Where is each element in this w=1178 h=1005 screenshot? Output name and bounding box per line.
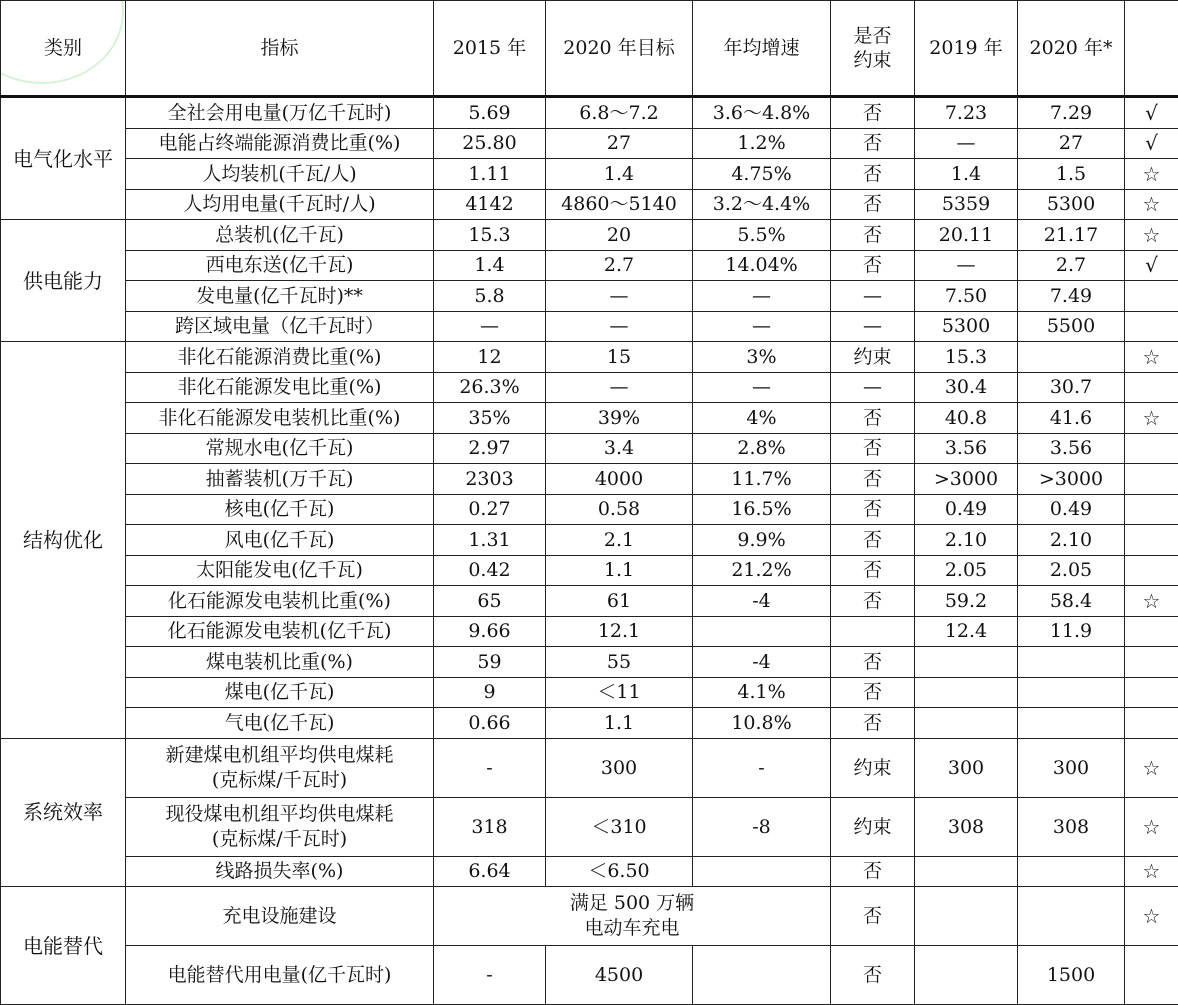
value-2020 xyxy=(1018,677,1125,708)
header-2020-actual: 2020 年* xyxy=(1018,1,1125,97)
value-growth: - xyxy=(693,738,831,797)
indicator-cell: 气电(亿千瓦) xyxy=(126,708,434,739)
status-mark: ☆ xyxy=(1125,797,1178,856)
value-constraint: 否 xyxy=(831,403,915,434)
table-row xyxy=(1,647,1178,678)
status-mark: √ xyxy=(1125,250,1178,281)
value-2019 xyxy=(915,946,1018,1005)
value-2019: 40.8 xyxy=(915,403,1018,434)
value-growth: 4.75% xyxy=(693,159,831,190)
category-cell: 系统效率 xyxy=(1,738,126,887)
value-2015: - xyxy=(434,738,546,797)
value-2015: 59 xyxy=(434,647,546,678)
value-2020: 5500 xyxy=(1018,311,1125,342)
value-constraint: 否 xyxy=(831,677,915,708)
indicator-cell: 煤电装机比重(%) xyxy=(126,647,434,678)
category-cell: 供电能力 xyxy=(1,220,126,342)
indicator-cell: 电能替代用电量(亿千瓦时) xyxy=(126,946,434,1005)
value-2019 xyxy=(915,677,1018,708)
value-2020-target: — xyxy=(546,372,693,403)
indicator-cell xyxy=(126,797,434,856)
value-growth: — xyxy=(693,281,831,312)
value-constraint: 否 xyxy=(831,464,915,495)
value-2020: 2.10 xyxy=(1018,525,1125,556)
value-2019: 30.4 xyxy=(915,372,1018,403)
indicator-cell: 全社会用电量(万亿千瓦时) xyxy=(126,97,434,129)
status-mark xyxy=(1125,708,1178,739)
value-2020: >3000 xyxy=(1018,464,1125,495)
value-growth: -4 xyxy=(693,586,831,617)
value-2020-target: ＜11 xyxy=(546,677,693,708)
value-2015: 26.3% xyxy=(434,372,546,403)
value-2019: — xyxy=(915,250,1018,281)
value-growth: 5.5% xyxy=(693,220,831,251)
status-mark: ☆ xyxy=(1125,887,1178,946)
table-row xyxy=(1,250,1178,281)
value-constraint: 否 xyxy=(831,220,915,251)
table-row xyxy=(1,856,1178,887)
indicator-cell: 化石能源发电装机(亿千瓦) xyxy=(126,616,434,647)
value-constraint: 否 xyxy=(831,946,915,1005)
value-2015: 65 xyxy=(434,586,546,617)
value-2015: 2.97 xyxy=(434,433,546,464)
value-growth xyxy=(693,856,831,887)
value-merged-target xyxy=(434,887,831,946)
status-mark xyxy=(1125,433,1178,464)
status-mark xyxy=(1125,946,1178,1005)
value-growth: 1.2% xyxy=(693,128,831,159)
value-2019: 308 xyxy=(915,797,1018,856)
value-2020 xyxy=(1018,647,1125,678)
indicator-cell: 人均装机(千瓦/人) xyxy=(126,159,434,190)
value-constraint: 否 xyxy=(831,97,915,129)
value-growth: — xyxy=(693,372,831,403)
indicator-cell: 电能占终端能源消费比重(%) xyxy=(126,128,434,159)
indicator-cell: 发电量(亿千瓦时)** xyxy=(126,281,434,312)
table-row xyxy=(1,372,1178,403)
value-2019: 0.49 xyxy=(915,494,1018,525)
table-row xyxy=(1,97,1178,129)
value-growth: -8 xyxy=(693,797,831,856)
value-2020-target: — xyxy=(546,281,693,312)
value-2020: 30.7 xyxy=(1018,372,1125,403)
header-2020-target: 2020 年目标 xyxy=(546,1,693,97)
value-2019: 12.4 xyxy=(915,616,1018,647)
value-2020: 7.29 xyxy=(1018,97,1125,129)
table-row xyxy=(1,586,1178,617)
value-2020: 21.17 xyxy=(1018,220,1125,251)
value-2020-target: 20 xyxy=(546,220,693,251)
status-mark xyxy=(1125,555,1178,586)
value-2015: 6.64 xyxy=(434,856,546,887)
value-2019: 300 xyxy=(915,738,1018,797)
indicator-cell: 线路损失率(%) xyxy=(126,856,434,887)
table-row xyxy=(1,708,1178,739)
indicator-line1: 新建煤电机组平均供电煤耗 xyxy=(128,743,431,768)
value-2019: 5300 xyxy=(915,311,1018,342)
value-2020 xyxy=(1018,887,1125,946)
indicator-line2: (克标煤/千瓦时) xyxy=(128,768,431,793)
indicator-cell: 风电(亿千瓦) xyxy=(126,525,434,556)
status-mark xyxy=(1125,647,1178,678)
value-2020-target: 4000 xyxy=(546,464,693,495)
value-2015: 1.4 xyxy=(434,250,546,281)
value-2020-target: 1.1 xyxy=(546,708,693,739)
value-growth xyxy=(693,946,831,1005)
table-row xyxy=(1,738,1178,797)
value-2019: 7.23 xyxy=(915,97,1018,129)
value-2020-target: 3.4 xyxy=(546,433,693,464)
value-2020: 3.56 xyxy=(1018,433,1125,464)
value-2019: >3000 xyxy=(915,464,1018,495)
status-mark xyxy=(1125,464,1178,495)
status-mark: ☆ xyxy=(1125,189,1178,220)
table-row xyxy=(1,464,1178,495)
value-constraint: — xyxy=(831,311,915,342)
value-2019 xyxy=(915,856,1018,887)
value-2015: 0.42 xyxy=(434,555,546,586)
table-row xyxy=(1,159,1178,190)
value-2015: 15.3 xyxy=(434,220,546,251)
value-2019: 3.56 xyxy=(915,433,1018,464)
value-2020-target: 61 xyxy=(546,586,693,617)
value-2020: 1.5 xyxy=(1018,159,1125,190)
value-constraint: — xyxy=(831,372,915,403)
indicator-cell: 太阳能发电(亿千瓦) xyxy=(126,555,434,586)
value-constraint: 否 xyxy=(831,433,915,464)
value-2019: 5359 xyxy=(915,189,1018,220)
header-2019: 2019 年 xyxy=(915,1,1018,97)
table-row xyxy=(1,311,1178,342)
value-constraint: — xyxy=(831,281,915,312)
header-indicator: 指标 xyxy=(126,1,434,97)
status-mark xyxy=(1125,372,1178,403)
value-2020-target: 15 xyxy=(546,342,693,373)
value-2015: 1.11 xyxy=(434,159,546,190)
value-2019: 2.05 xyxy=(915,555,1018,586)
value-2020-target: 6.8～7.2 xyxy=(546,97,693,129)
table-row xyxy=(1,616,1178,647)
value-constraint: 否 xyxy=(831,189,915,220)
header-status xyxy=(1125,1,1178,97)
header-constraint-line1: 是否 xyxy=(853,25,891,47)
value-constraint: 否 xyxy=(831,525,915,556)
value-2019: 20.11 xyxy=(915,220,1018,251)
value-2020-target: 12.1 xyxy=(546,616,693,647)
value-2019 xyxy=(915,887,1018,946)
indicator-cell: 人均用电量(千瓦时/人) xyxy=(126,189,434,220)
value-2020-target: 4860～5140 xyxy=(546,189,693,220)
status-mark: ☆ xyxy=(1125,586,1178,617)
table-row xyxy=(1,189,1178,220)
value-2020 xyxy=(1018,708,1125,739)
value-2020-target: — xyxy=(546,311,693,342)
value-2020 xyxy=(1018,856,1125,887)
header-2015: 2015 年 xyxy=(434,1,546,97)
value-growth: 11.7% xyxy=(693,464,831,495)
value-2020-target: 300 xyxy=(546,738,693,797)
indicator-cell: 煤电(亿千瓦) xyxy=(126,677,434,708)
value-2015: 9.66 xyxy=(434,616,546,647)
value-2015: 9 xyxy=(434,677,546,708)
value-growth: 2.8% xyxy=(693,433,831,464)
value-2020-target: 39% xyxy=(546,403,693,434)
value-2019: 15.3 xyxy=(915,342,1018,373)
value-2020 xyxy=(1018,342,1125,373)
value-constraint xyxy=(831,616,915,647)
status-mark: ☆ xyxy=(1125,403,1178,434)
value-constraint: 否 xyxy=(831,555,915,586)
value-2015: — xyxy=(434,311,546,342)
indicator-cell: 充电设施建设 xyxy=(126,887,434,946)
status-mark xyxy=(1125,677,1178,708)
table-row xyxy=(1,555,1178,586)
value-2015: 5.69 xyxy=(434,97,546,129)
value-constraint: 否 xyxy=(831,708,915,739)
value-constraint: 否 xyxy=(831,647,915,678)
value-2020: 2.7 xyxy=(1018,250,1125,281)
table-row xyxy=(1,677,1178,708)
value-constraint: 约束 xyxy=(831,738,915,797)
table-row xyxy=(1,525,1178,556)
value-growth: 3.6～4.8% xyxy=(693,97,831,129)
value-2020-target: 1.1 xyxy=(546,555,693,586)
value-2015: 318 xyxy=(434,797,546,856)
value-2020-target: 27 xyxy=(546,128,693,159)
value-constraint: 否 xyxy=(831,159,915,190)
value-2019: 2.10 xyxy=(915,525,1018,556)
status-mark: ☆ xyxy=(1125,159,1178,190)
table-row xyxy=(1,342,1178,373)
value-growth: 16.5% xyxy=(693,494,831,525)
value-constraint: 否 xyxy=(831,250,915,281)
category-cell: 电能替代 xyxy=(1,887,126,1005)
table-row xyxy=(1,494,1178,525)
indicator-cell: 核电(亿千瓦) xyxy=(126,494,434,525)
value-growth: 4.1% xyxy=(693,677,831,708)
value-2015: 1.31 xyxy=(434,525,546,556)
value-2015: 25.80 xyxy=(434,128,546,159)
category-cell: 结构优化 xyxy=(1,342,126,739)
value-growth: -4 xyxy=(693,647,831,678)
status-mark: √ xyxy=(1125,128,1178,159)
indicator-cell: 非化石能源消费比重(%) xyxy=(126,342,434,373)
value-growth: 9.9% xyxy=(693,525,831,556)
value-2020-target: 1.4 xyxy=(546,159,693,190)
status-mark: ☆ xyxy=(1125,856,1178,887)
value-2020: 11.9 xyxy=(1018,616,1125,647)
value-2019 xyxy=(915,647,1018,678)
status-mark xyxy=(1125,281,1178,312)
value-2020: 2.05 xyxy=(1018,555,1125,586)
value-2020: 308 xyxy=(1018,797,1125,856)
value-2020-target: ＜6.50 xyxy=(546,856,693,887)
value-constraint: 约束 xyxy=(831,342,915,373)
value-2019: 7.50 xyxy=(915,281,1018,312)
value-2020: 1500 xyxy=(1018,946,1125,1005)
value-2020: 5300 xyxy=(1018,189,1125,220)
table-row xyxy=(1,433,1178,464)
value-2015: 0.27 xyxy=(434,494,546,525)
status-mark: √ xyxy=(1125,97,1178,129)
indicator-cell: 跨区域电量（亿千瓦时） xyxy=(126,311,434,342)
value-2019: 59.2 xyxy=(915,586,1018,617)
value-constraint: 否 xyxy=(831,586,915,617)
value-2020: 27 xyxy=(1018,128,1125,159)
header-constraint-line2: 约束 xyxy=(853,49,891,71)
value-growth xyxy=(693,616,831,647)
target-line2: 电动车充电 xyxy=(436,916,828,941)
indicator-cell: 非化石能源发电比重(%) xyxy=(126,372,434,403)
value-constraint: 否 xyxy=(831,856,915,887)
indicator-cell: 总装机(亿千瓦) xyxy=(126,220,434,251)
indicator-cell xyxy=(126,738,434,797)
value-2020-target: 2.7 xyxy=(546,250,693,281)
value-constraint: 约束 xyxy=(831,797,915,856)
table-row xyxy=(1,281,1178,312)
status-mark xyxy=(1125,311,1178,342)
value-2020: 58.4 xyxy=(1018,586,1125,617)
value-2015: 35% xyxy=(434,403,546,434)
value-2020: 300 xyxy=(1018,738,1125,797)
indicator-cell: 西电东送(亿千瓦) xyxy=(126,250,434,281)
indicator-cell: 非化石能源发电装机比重(%) xyxy=(126,403,434,434)
indicator-line1: 现役煤电机组平均供电煤耗 xyxy=(128,802,431,827)
category-cell: 电气化水平 xyxy=(1,97,126,220)
value-2020: 41.6 xyxy=(1018,403,1125,434)
value-2020: 0.49 xyxy=(1018,494,1125,525)
value-constraint: 否 xyxy=(831,128,915,159)
value-2020-target: 55 xyxy=(546,647,693,678)
value-2020: 7.49 xyxy=(1018,281,1125,312)
indicator-cell: 抽蓄装机(万千瓦) xyxy=(126,464,434,495)
value-2019 xyxy=(915,708,1018,739)
value-growth: 10.8% xyxy=(693,708,831,739)
value-growth: 14.04% xyxy=(693,250,831,281)
value-growth: 3% xyxy=(693,342,831,373)
value-2015: 0.66 xyxy=(434,708,546,739)
value-2015: 5.8 xyxy=(434,281,546,312)
status-mark: ☆ xyxy=(1125,220,1178,251)
target-line1: 满足 500 万辆 xyxy=(436,891,828,916)
value-2019: — xyxy=(915,128,1018,159)
table-row xyxy=(1,797,1178,856)
status-mark xyxy=(1125,494,1178,525)
value-2020-target: 2.1 xyxy=(546,525,693,556)
indicator-cell: 常规水电(亿千瓦) xyxy=(126,433,434,464)
value-2020-target: 0.58 xyxy=(546,494,693,525)
value-growth: 4% xyxy=(693,403,831,434)
header-constraint xyxy=(831,1,915,97)
value-growth: — xyxy=(693,311,831,342)
value-2020-target: ＜310 xyxy=(546,797,693,856)
status-mark: ☆ xyxy=(1125,738,1178,797)
value-growth: 3.2～4.4% xyxy=(693,189,831,220)
value-2015: 4142 xyxy=(434,189,546,220)
table-row xyxy=(1,220,1178,251)
table-row xyxy=(1,887,1178,946)
indicator-cell: 化石能源发电装机比重(%) xyxy=(126,586,434,617)
status-mark xyxy=(1125,616,1178,647)
header-category: 类别 xyxy=(1,1,126,97)
value-2015: - xyxy=(434,946,546,1005)
table-row xyxy=(1,128,1178,159)
header-row xyxy=(1,1,1178,97)
value-growth: 21.2% xyxy=(693,555,831,586)
table-row xyxy=(1,403,1178,434)
value-constraint: 否 xyxy=(831,494,915,525)
table-row xyxy=(1,946,1178,1005)
value-2015: 12 xyxy=(434,342,546,373)
value-constraint: 否 xyxy=(831,887,915,946)
status-mark xyxy=(1125,525,1178,556)
status-mark: ☆ xyxy=(1125,342,1178,373)
indicator-line2: (克标煤/千瓦时) xyxy=(128,827,431,852)
value-2015: 2303 xyxy=(434,464,546,495)
value-2019: 1.4 xyxy=(915,159,1018,190)
value-2020-target: 4500 xyxy=(546,946,693,1005)
header-annual-growth: 年均增速 xyxy=(693,1,831,97)
